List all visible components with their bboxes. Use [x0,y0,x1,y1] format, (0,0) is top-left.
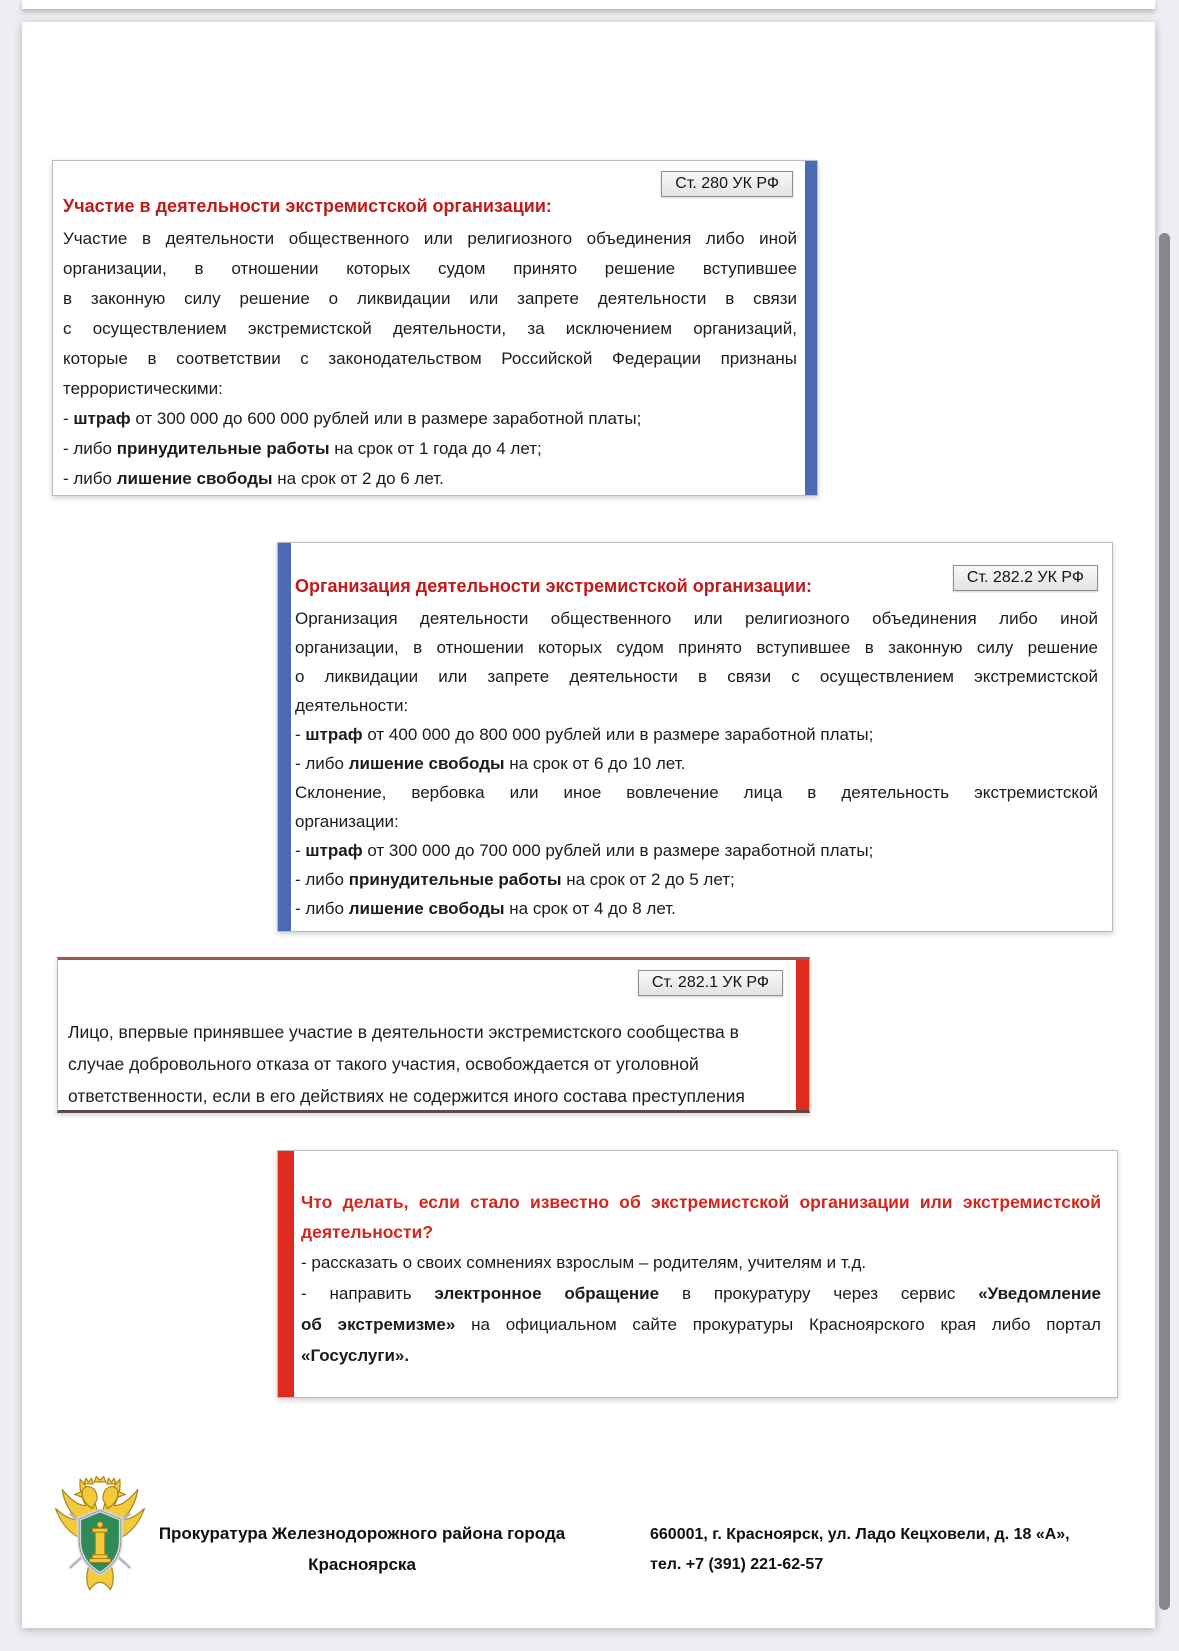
body-line: организации, в отношении которых судом принято вступившее в законную силу решение [295,638,1098,657]
body-line: в законную силу решение о ликвидации или запрете деятельности в связи [63,289,797,308]
body-line: о ликвидации или запрете деятельности в связи с осуществлением экстремистской [295,667,1098,686]
body-line: случае добровольного отказа от такого участия, освобождается от уголовной [68,1054,699,1074]
card-title-line: Что делать, если стало известно об экстремистской организации или экстремистской [301,1192,1101,1212]
organization-name-line: Прокуратура Железнодорожного района города [158,1524,566,1543]
organization-name-line: Красноярска [308,1555,416,1574]
card-what-to-do [277,1150,1118,1398]
sanction-prefix: - [63,409,74,428]
advice-term: об экстремизме» [301,1315,456,1334]
body-line: Организация деятельности общественного или религиозного объединения либо иной [295,609,1098,628]
advice-text: - направить [301,1284,435,1303]
sanction-rest: на срок от 2 до 6 лет. [272,469,444,488]
sanction-prefix: - либо [295,899,349,918]
article-badge-282-1: Ст. 282.1 УК РФ [638,970,783,996]
card-accent-bar [796,960,809,1110]
article-badge-280: Ст. 280 УК РФ [661,171,793,197]
body-line: деятельности: [295,696,409,715]
address-line: 660001, г. Красноярск, ул. Ладо Кецховели, д. 18 «А», [650,1526,1070,1543]
sanction-prefix: - либо [63,439,117,458]
article-badge-282-2: Ст. 282.2 УК РФ [953,565,1098,591]
body-line: Участие в деятельности общественного или религиозного объединения либо иной [63,229,797,248]
card-body [63,224,797,494]
organization-name [152,1518,572,1580]
card-title: Участие в деятельности экстремистской организации: [63,196,552,216]
advice-line [301,1309,1101,1340]
sanction-term: лишение свободы [348,754,505,773]
sanction-prefix: - либо [63,469,117,488]
sanction-term: принудительные работы [348,870,562,889]
advice-text: в прокуратуру через сервис [659,1284,979,1303]
body-line: которые в соответствии с законодательством Российской Федерации признаны [63,349,797,368]
sanction-line [63,404,797,434]
sanction-term: штраф [305,725,363,744]
sanction-term: лишение свободы [348,899,505,918]
sanction-line [295,894,1098,923]
sanction-line [295,836,1098,865]
card-body [295,604,1098,923]
card-st-282-1 [57,957,810,1113]
contact-address [650,1520,1070,1580]
vertical-scrollbar-thumb[interactable] [1159,233,1170,1610]
card-st-282-2 [277,542,1113,932]
sanction-rest: на срок от 2 до 5 лет; [561,870,735,889]
body-line: ответственности, если в его действиях не содержится иного состава преступления [68,1086,745,1106]
advice-term: «Госуслуги». [301,1346,410,1365]
sanction-rest: от 300 000 до 600 000 рублей или в размере заработной платы; [130,409,642,428]
sanction-term: штраф [73,409,131,428]
advice-text: на официальном сайте прокуратуры Красноярского края либо портал [455,1315,1101,1334]
sanction-term: штраф [305,841,363,860]
card-accent-bar [278,543,291,931]
sanction-term: лишение свободы [116,469,273,488]
card-body [68,1016,779,1112]
sanction-rest: от 300 000 до 700 000 рублей или в размере заработной платы; [362,841,874,860]
advice-line [301,1340,1101,1371]
sanction-line [63,464,797,494]
prosecutor-emblem-icon [48,1476,152,1594]
sanction-term: принудительные работы [116,439,330,458]
document-page [22,22,1155,1628]
sanction-line [63,434,797,464]
card-title: Организация деятельности экстремистской организации: [295,576,813,596]
body-line: Склонение, вербовка или иное вовлечение лица в деятельность экстремистской [295,783,1098,802]
sanction-prefix: - либо [295,870,349,889]
advice-line: - рассказать о своих сомнениях взрослым – родителям, учителям и т.д. [301,1253,867,1272]
body-line: Лицо, впервые принявшее участие в деятельности экстремистского сообщества в [68,1022,739,1042]
card-accent-bar [805,161,817,495]
sanction-line [295,720,1098,749]
advice-line [301,1278,1101,1309]
card-st-280 [52,160,818,496]
sanction-rest: на срок от 1 года до 4 лет; [329,439,542,458]
body-line: террористическими: [63,379,223,398]
sanction-rest: на срок от 4 до 8 лет. [504,899,676,918]
sanction-line [295,865,1098,894]
sanction-prefix: - либо [295,754,349,773]
sanction-prefix: - [295,841,306,860]
body-line: организации, в отношении которых судом принято решение вступившее [63,259,797,278]
advice-term: электронное обращение [434,1284,660,1303]
body-line: организации: [295,812,399,831]
body-line: с осуществлением экстремистской деятельности, за исключением организаций, [63,319,797,338]
sanction-rest: от 400 000 до 800 000 рублей или в размере заработной платы; [362,725,874,744]
phone-line: тел. +7 (391) 221-62-57 [650,1556,824,1573]
previous-page-edge [22,0,1155,9]
card-accent-bar [278,1151,294,1397]
card-title-line: деятельности? [301,1222,434,1242]
sanction-line [295,749,1098,778]
sanction-rest: на срок от 6 до 10 лет. [504,754,686,773]
advice-term: «Уведомление [978,1284,1101,1303]
sanction-prefix: - [295,725,306,744]
